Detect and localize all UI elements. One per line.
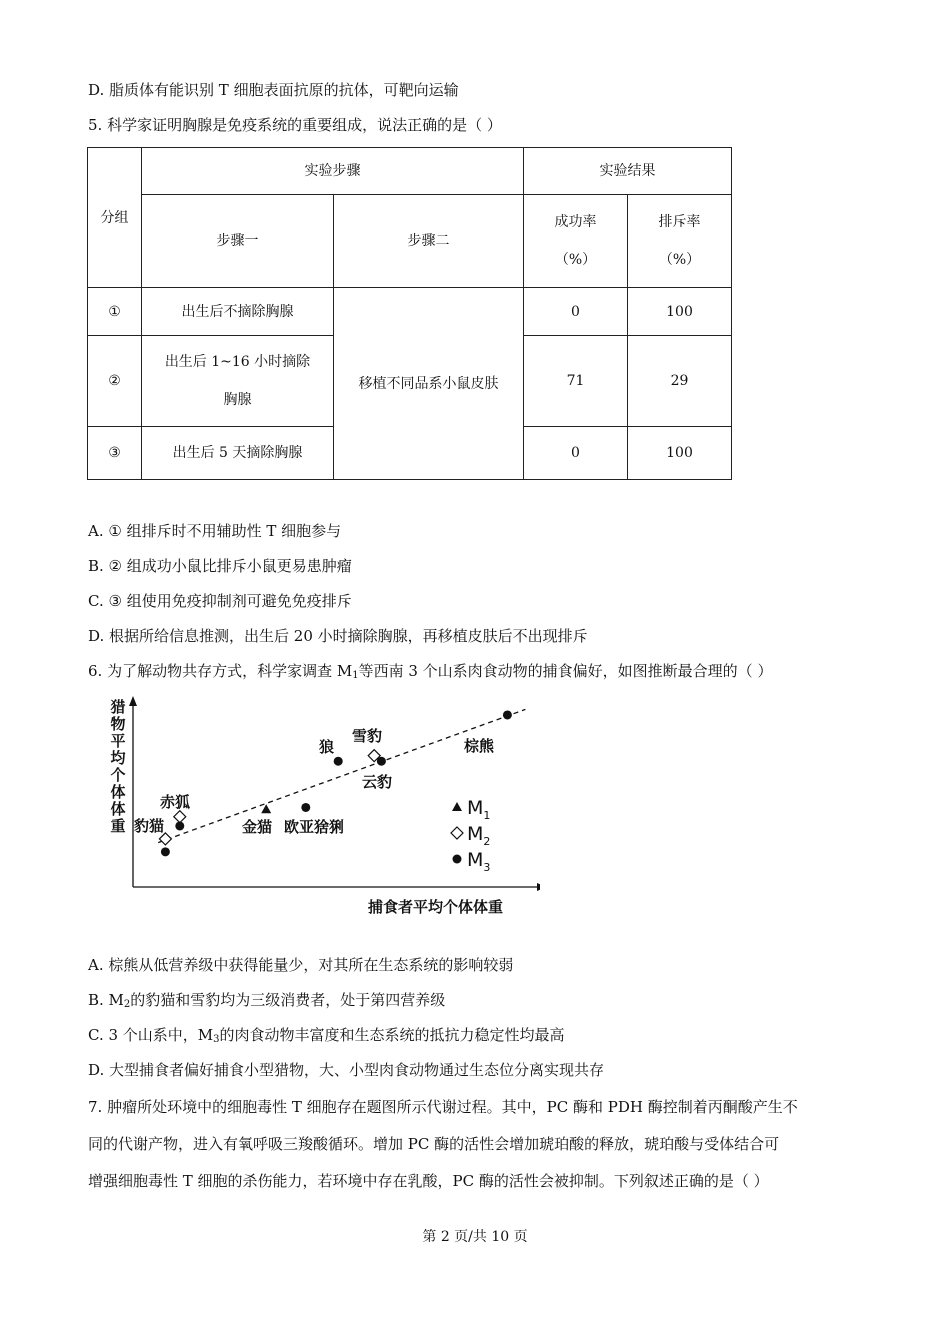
legend-label: $M_1$ — [467, 797, 491, 822]
question-6: 6. 为了解动物共存方式，科学家调查 $M_1$等西南 3 个山系肉食动物的捕食偏好，如图推断最合理的（ ） — [88, 662, 773, 681]
point-label: 赤狐 — [160, 793, 191, 811]
y-axis-arrow — [129, 696, 137, 706]
option-5a: A. ① 组排斥时不用辅助性 T 细胞参与 — [88, 522, 342, 540]
data-point-m2 — [174, 811, 186, 823]
reject-header: 排斥率 （%） — [628, 195, 732, 288]
option-d4: D. 脂质体有能识别 T 细胞表面抗原的抗体，可靶向运输 — [88, 81, 459, 99]
option-5d: D. 根据所给信息推测，出生后 20 小时摘除胸腺，再移植皮肤后不出现排斥 — [88, 627, 588, 645]
x-axis-arrow — [537, 883, 540, 891]
data-point-m3 — [175, 821, 184, 830]
option-6a: A. 棕熊从低营养级中获得能量少，对其所在生态系统的影响较弱 — [88, 956, 514, 974]
point-label: 棕熊 — [464, 737, 495, 755]
point-label: 欧亚猞猁 — [284, 818, 345, 836]
legend-marker — [451, 827, 463, 839]
step2-value: 移植不同品系小鼠皮肤 — [334, 288, 524, 480]
option-5c: C. ③ 组使用免疫抑制剂可避免免疫排斥 — [88, 592, 352, 610]
point-label: 狼 — [319, 738, 335, 756]
option-6b: B. $M_2$的豹猫和雪豹均为三级消费者，处于第四营养级 — [88, 991, 446, 1010]
data-point-m1 — [261, 804, 271, 813]
data-point-m3 — [161, 847, 170, 856]
question-7-line-2: 同的代谢产物，进入有氧呼吸三羧酸循环。增加 PC 酶的活性会增加琥珀酸的释放，琥珀酸与受体结合可 — [88, 1135, 780, 1153]
question-7-line-3: 增强细胞毒性 T 细胞的杀伤能力，若环境中存在乳酸，PC 酶的活性会被抑制。下列叙述正确的是（ ） — [88, 1172, 769, 1190]
data-point-m3 — [334, 757, 343, 766]
point-label: 雪豹 — [352, 727, 383, 745]
steps-header: 实验步骤 — [142, 148, 524, 195]
step1-header: 步骤一 — [142, 195, 334, 288]
scatter-chart — [100, 690, 540, 920]
option-6c: C. 3 个山系中，$M_3$的肉食动物丰富度和生态系统的抵抗力稳定性均最高 — [88, 1026, 565, 1045]
legend-label: $M_2$ — [467, 823, 491, 848]
experiment-table — [87, 147, 732, 480]
table-row: ③ 出生后 5 天摘除胸腺 0 100 — [88, 427, 732, 480]
results-header: 实验结果 — [524, 148, 732, 195]
table-row: ② 出生后 1~16 小时摘除 胸腺 71 29 — [88, 336, 732, 427]
point-label: 云豹 — [362, 773, 393, 791]
data-point-m3 — [503, 710, 512, 719]
data-point-m3 — [377, 757, 386, 766]
group-header: 分组 — [88, 148, 142, 288]
question-5: 5. 科学家证明胸腺是免疫系统的重要组成，说法正确的是（ ） — [88, 116, 502, 134]
success-header: 成功率 （%） — [524, 195, 628, 288]
option-5b: B. ② 组成功小鼠比排斥小鼠更易患肿瘤 — [88, 557, 352, 575]
y-axis-label: 猎物平均个体体重 — [110, 698, 126, 835]
question-7-line-1: 7. 肿瘤所处环境中的细胞毒性 T 细胞存在题图所示代谢过程。其中，PC 酶和 PDH 酶控制着丙酮酸产生不 — [88, 1098, 798, 1116]
page-footer: 第 2 页/共 10 页 — [422, 1229, 528, 1245]
step2-header: 步骤二 — [334, 195, 524, 288]
x-axis-label: 捕食者平均个体体重 — [368, 898, 504, 916]
option-6d: D. 大型捕食者偏好捕食小型猎物，大、小型肉食动物通过生态位分离实现共存 — [88, 1061, 605, 1079]
data-point-m3 — [301, 803, 310, 812]
legend-marker — [452, 802, 462, 811]
point-label: 豹猫 — [134, 817, 165, 835]
point-label: 金猫 — [242, 818, 273, 836]
legend-marker — [453, 855, 462, 864]
legend-label: $M_3$ — [467, 849, 491, 874]
table-row: ① 出生后不摘除胸腺 移植不同品系小鼠皮肤 0 100 — [88, 288, 732, 336]
